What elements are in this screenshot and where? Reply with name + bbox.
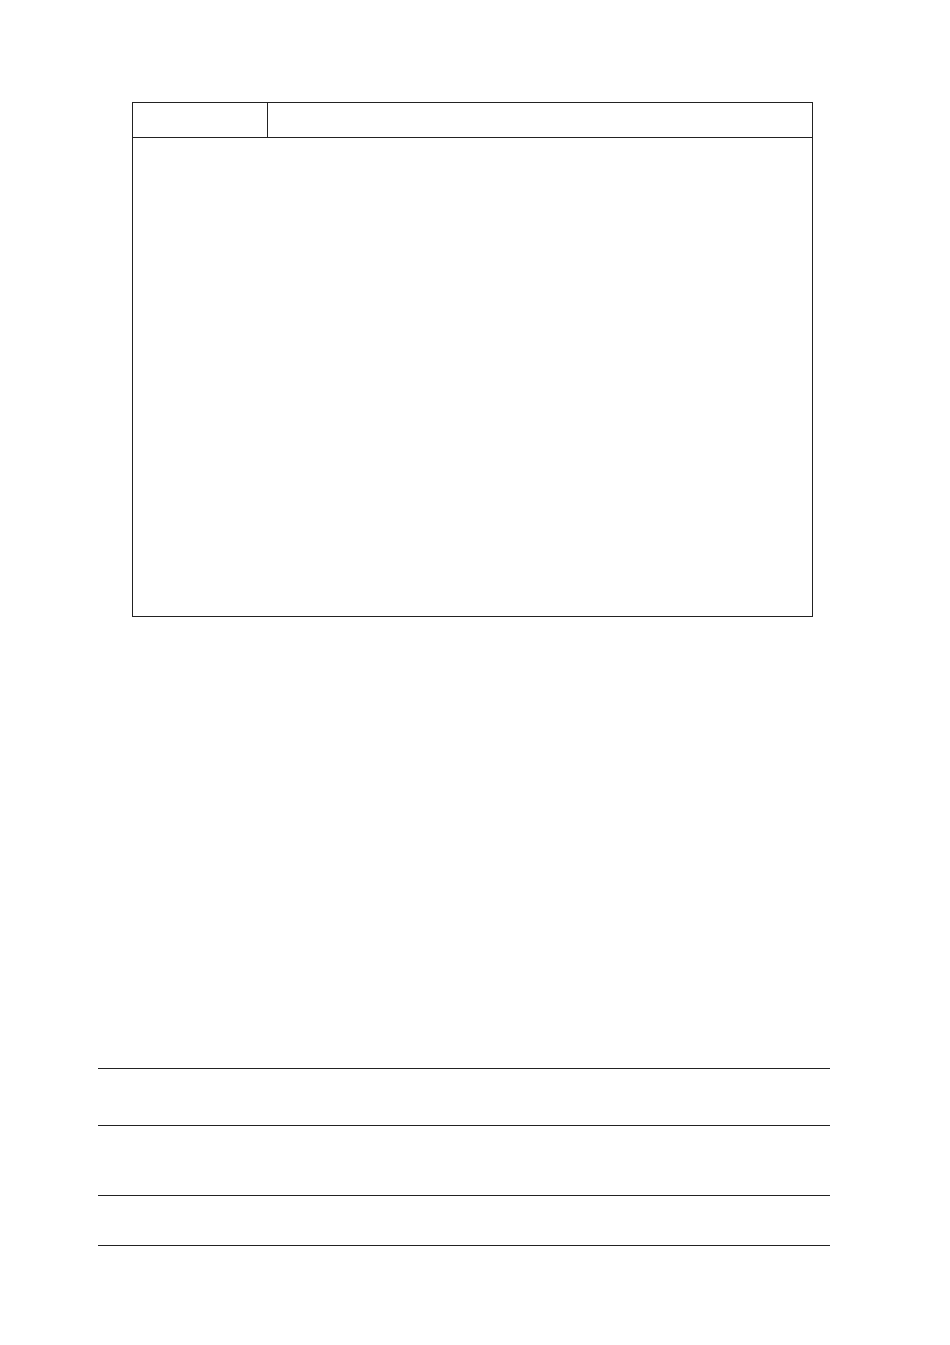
sentence-line[interactable] [98, 1125, 830, 1126]
sentence-line [98, 1195, 830, 1196]
divider [267, 103, 268, 137]
sentence-line[interactable] [98, 1245, 830, 1246]
character-practice-table [132, 102, 813, 617]
pinyin-row [133, 103, 812, 138]
sentence-line [98, 1068, 830, 1069]
